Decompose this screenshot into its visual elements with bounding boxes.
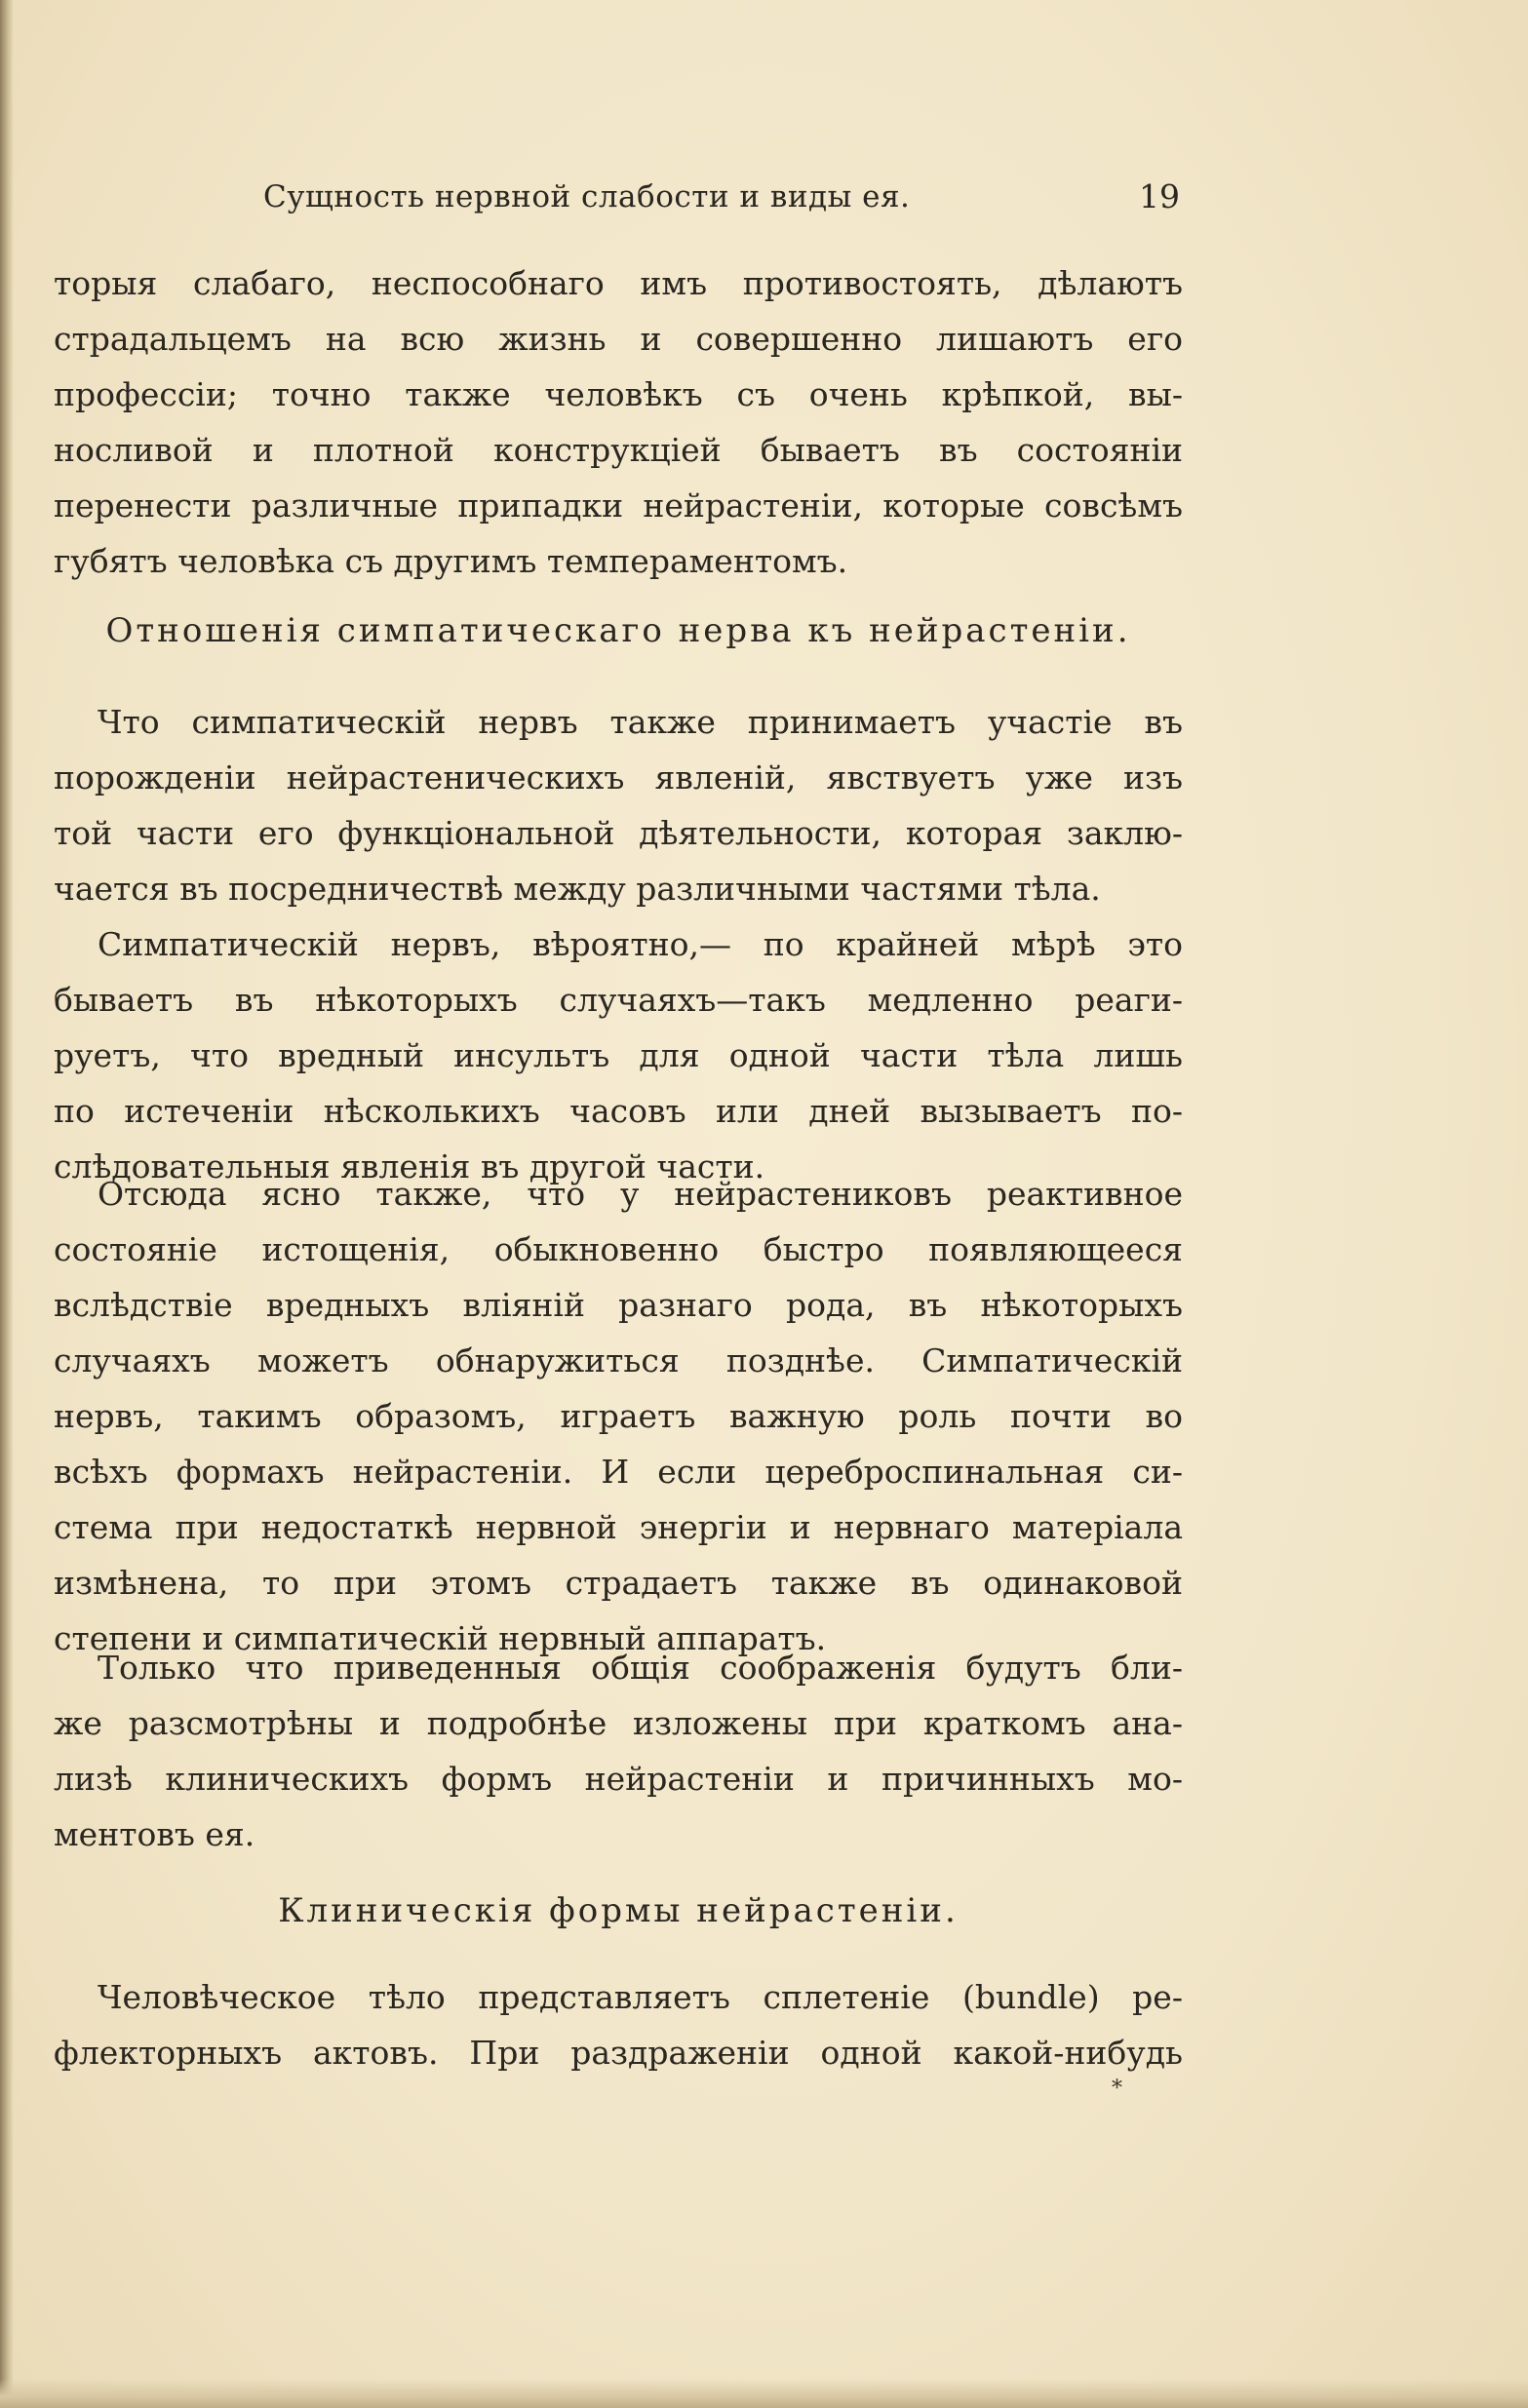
text-line: Что симпатическій нервъ также принимаетъ участіе въ bbox=[98, 703, 1183, 741]
text-line: Отсюда ясно также, что у нейрастениковъ реактивное bbox=[98, 1175, 1183, 1213]
text-line: перенести различные припадки нейрастеніи, которые совсѣмъ bbox=[54, 486, 1183, 524]
text-line: Человѣческое тѣло представляетъ сплетеніе (bundle) ре- bbox=[98, 1978, 1183, 2016]
text-line: страдальцемъ на всю жизнь и совершенно лишаютъ его bbox=[54, 320, 1183, 358]
page-bottom-edge bbox=[0, 2379, 1528, 2408]
text-line: бываетъ въ нѣкоторыхъ случаяхъ—такъ медленно реаги- bbox=[54, 981, 1183, 1019]
text-line: случаяхъ можетъ обнаружиться позднѣе. Симпатическій bbox=[54, 1341, 1183, 1379]
text-line: вслѣдствіе вредныхъ вліяній разнаго рода, въ нѣкоторыхъ bbox=[54, 1286, 1183, 1324]
text-line: нервъ, такимъ образомъ, играетъ важную роль почти во bbox=[54, 1397, 1183, 1435]
running-title: Сущность нервной слабости и виды ея. bbox=[263, 179, 911, 214]
text-line: стема при недостаткѣ нервной энергіи и нервнаго матеріала bbox=[54, 1508, 1183, 1546]
text-line: порожденіи нейрастеническихъ явленій, явствуетъ уже изъ bbox=[54, 758, 1183, 796]
paragraph-4 bbox=[54, 1166, 1183, 1666]
page-binding-edge bbox=[0, 0, 14, 2408]
text-line: губятъ человѣка съ другимъ темпераментомъ. bbox=[54, 542, 848, 580]
text-line: лизѣ клиническихъ формъ нейрастеніи и причинныхъ мо- bbox=[54, 1760, 1183, 1798]
text-line: флекторныхъ актовъ. При раздраженіи одной какой-нибудь bbox=[54, 2034, 1183, 2072]
paragraph-3 bbox=[54, 916, 1183, 1194]
text-line: по истеченіи нѣсколькихъ часовъ или дней вызываетъ по- bbox=[54, 1092, 1183, 1130]
paragraph-5 bbox=[54, 1640, 1183, 1862]
text-line: той части его функціональной дѣятельности, которая заклю- bbox=[54, 814, 1183, 852]
text-line: носливой и плотной конструкціей бываетъ въ состояніи bbox=[54, 431, 1183, 469]
paragraph-2 bbox=[54, 694, 1183, 916]
text-line: Только что приведенныя общія соображенія будутъ бли- bbox=[98, 1649, 1183, 1687]
page-number: 19 bbox=[1139, 177, 1180, 215]
text-line: состояніе истощенія, обыкновенно быстро появляющееся bbox=[54, 1230, 1183, 1268]
text-line: руетъ, что вредный инсультъ для одной части тѣла лишь bbox=[54, 1036, 1183, 1074]
paragraph-6 bbox=[54, 1969, 1183, 2080]
text-line: торыя слабаго, неспособнаго имъ противостоять, дѣлаютъ bbox=[54, 264, 1183, 302]
text-line: чается въ посредничествѣ между различными частями тѣла. bbox=[54, 870, 1101, 908]
page-header bbox=[263, 177, 1180, 216]
text-line: ментовъ ея. bbox=[54, 1815, 255, 1853]
asterisk-mark: * bbox=[1112, 2077, 1122, 2101]
text-line: степени и симпатическій нервный аппаратъ. bbox=[54, 1619, 827, 1657]
text-line: измѣнена, то при этомъ страдаетъ также въ одинаковой bbox=[54, 1564, 1183, 1602]
section-heading-sympathetic-nerve: Отношенія симпатическаго нерва къ нейрастеніи. bbox=[105, 611, 1131, 650]
text-line: слѣдовательныя явленія въ другой части. bbox=[54, 1147, 765, 1185]
text-line: профессіи; точно также человѣкъ съ очень крѣпкой, вы- bbox=[54, 375, 1183, 413]
text-line: Симпатическій нервъ, вѣроятно,— по крайней мѣрѣ это bbox=[98, 925, 1183, 963]
text-line: же разсмотрѣны и подробнѣе изложены при краткомъ ана- bbox=[54, 1704, 1183, 1742]
text-line: всѣхъ формахъ нейрастеніи. И если цереброспинальная си- bbox=[54, 1453, 1183, 1491]
section-heading-clinical-forms: Клиническія формы нейрастеніи. bbox=[278, 1891, 959, 1930]
paragraph-1 bbox=[54, 255, 1183, 589]
